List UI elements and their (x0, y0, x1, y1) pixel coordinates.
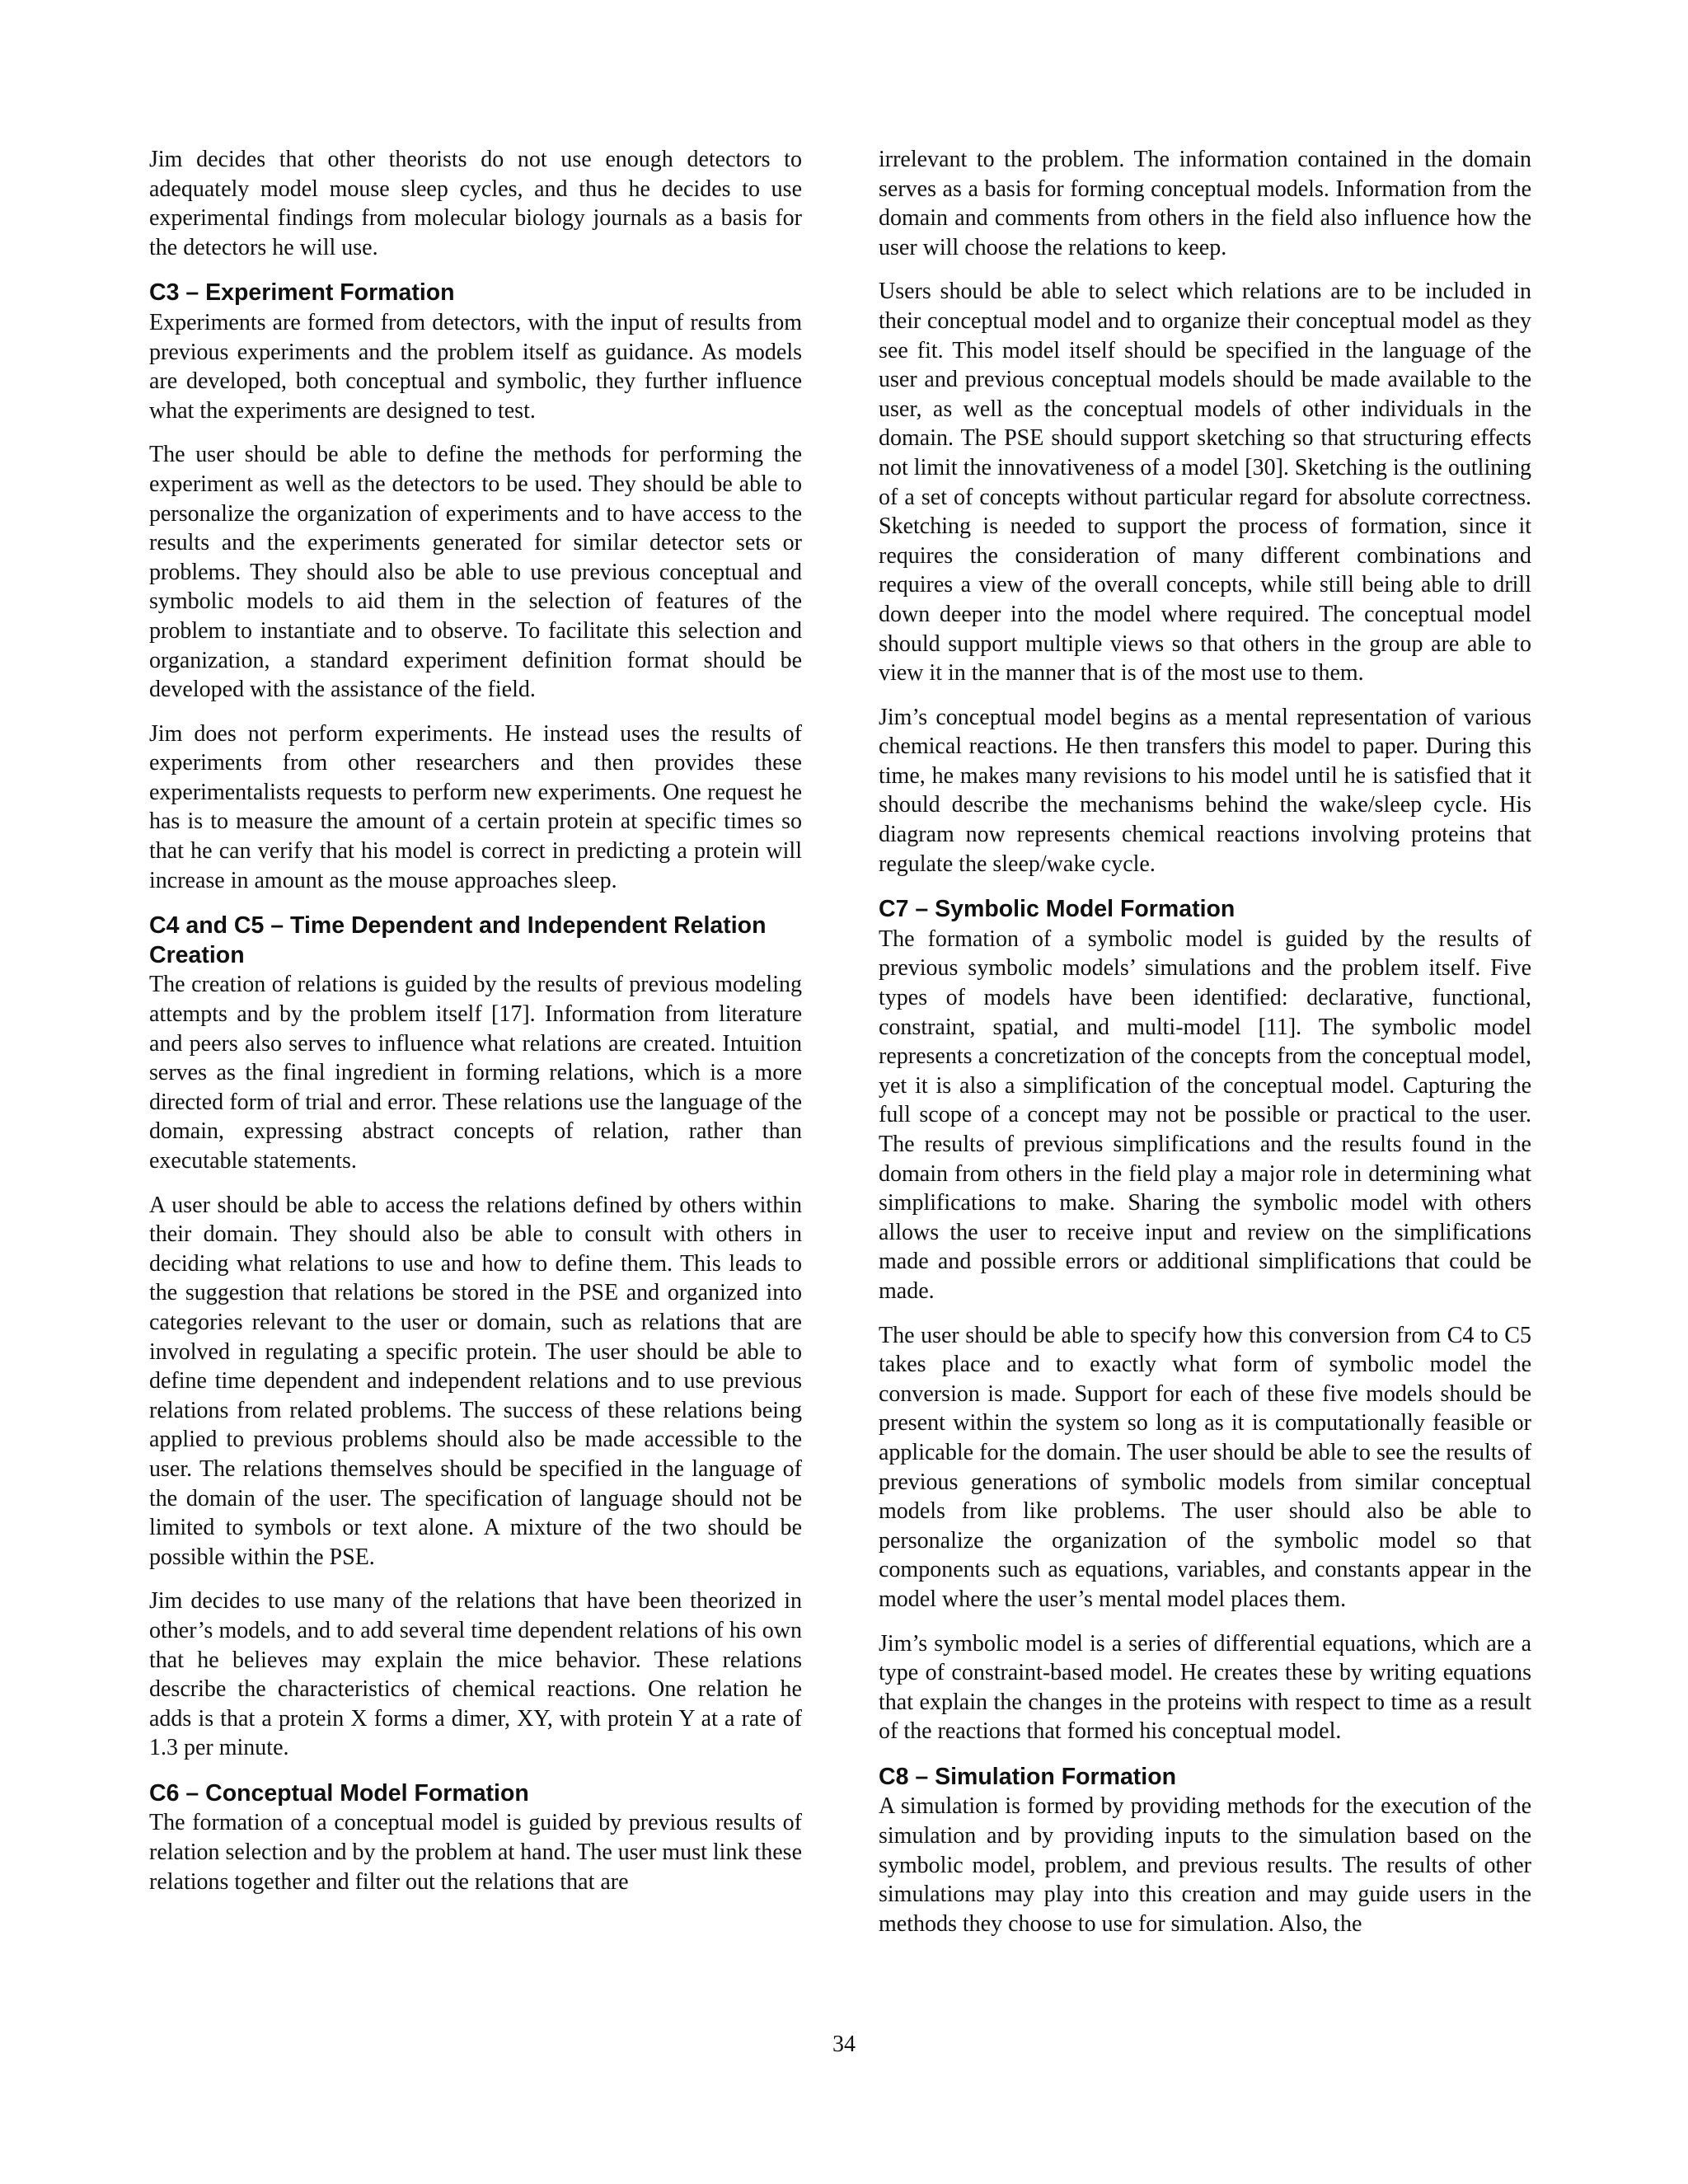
paragraph-c45-intro: The creation of relations is guided by the results of previous modeling attempts and by the problem itself [17]. Information from literature and peers also serves to influence what relations are created. Intuition serves as the final ingredient in forming relations, which is a more directed form of trial and error. These relations use the language of the domain, expressing abstract concepts of relation, rather than executable statements. (149, 972, 802, 1174)
heading-c6-conceptual-model-formation: C6 – Conceptual Model Formation (149, 1779, 529, 1807)
heading-c7-symbolic-model-formation: C7 – Symbolic Model Formation (879, 896, 1236, 923)
paragraph-c6-jim-example: Jim’s conceptual model begins as a mental representation of various chemical reactions. He then transfers this model to paper. During this time, he makes many revisions to his model until he is satisfied that it should describe the mechanisms behind the wake/sleep cycle. His diagram now represents chemical reactions involving proteins that regulate the sleep/wake cycle. (879, 704, 1531, 877)
paragraph-c6-user-requirements: Users should be able to select which relations are to be included in their conceptual model and to organize their conceptual model as they see fit. This model itself should be specified in the language of the user and previous conceptual models should be made available to the user, as well as the conceptual models of other individuals in the domain. The PSE should support sketching so that structuring effects not limit the innovativeness of a model [30]. Sketching is the outlining of a set of concepts without particular regard for absolute correctness. Sketching is needed to support the process of formation, since it requires the consideration of many different combinations and requires a view of the overall concepts, while still being able to drill down deeper into the model where required. The conceptual model should support multiple views so that others in the group are able to view it in the manner that is of the most use to them. (879, 279, 1531, 687)
left-column (149, 145, 802, 1911)
paragraph-c3-user-requirements: The user should be able to define the methods for performing the experiment as well as the detectors to be used. They should be able to personalize the organization of experiments and to have access to the results and the experiments generated for similar detector sets or problems. They should also be able to use previous conceptual and symbolic models to aid them in the selection of features of the problem to instantiate and to observe. To facilitate this selection and organization, a standard experiment definition format should be developed with the assistance of the field. (149, 442, 802, 703)
paragraph-c3-jim-example: Jim does not perform experiments. He instead uses the results of experiments from other researchers and then provides these experimentalists requests to perform new experiments. One request he has is to measure the amount of a certain protein at specific times so that he can verify that his model is correct in predicting a protein will increase in amount as the mouse approaches sleep. (149, 720, 802, 893)
right-column (879, 145, 1531, 1953)
paragraph-c7-intro: The formation of a symbolic model is guided by the results of previous symbolic models’ simulations and the problem itself. Five types of models have been identified: declarative, functional, constraint, spatial, and multi-model [11]. The symbolic model represents a concretization of the concepts from the conceptual model, yet it is also a simplification of the conceptual model. Capturing the full scope of a concept may not be possible or practical to the user. The results of previous simplifications and the results found in the domain from others in the field play a major role in determining what simplifications to make. Sharing the symbolic model with others allows the user to receive input and review on the simplifications made and possible errors or additional simplifications that could be made. (879, 926, 1531, 1304)
heading-c8-simulation-formation: C8 – Simulation Formation (879, 1763, 1177, 1790)
paragraph-c7-user-requirements: The user should be able to specify how this conversion from C4 to C5 takes place and to exactly what form of symbolic model the conversion is made. Support for each of these five models should be present within the system so long as it is computationally feasible or applicable for the domain. The user should be able to see the results of previous generations of symbolic models from similar conceptual models from like problems. The user should also be able to personalize the organization of the symbolic model so that components such as equations, variables, and constants appear in the model where the user’s mental model places them. (879, 1322, 1531, 1612)
heading-c4-c5-relation-creation: C4 and C5 – Time Dependent and Independent Relation Creation (149, 912, 767, 968)
page-number: 34 (832, 2032, 856, 2057)
paragraph-c7-jim-example: Jim’s symbolic model is a series of differential equations, which are a type of constraint-based model. He creates these by writing equations that explain the changes in the proteins with respect to time as a result of the reactions that formed his conceptual model. (879, 1630, 1531, 1745)
paragraph-c8-intro: A simulation is formed by providing methods for the execution of the simulation and by providing inputs to the simulation based on the symbolic model, problem, and previous results. The results of other simulations may play into this creation and may guide users in the methods they choose to use for simulation. Also, the (879, 1793, 1531, 1937)
paragraph-c3-intro: Experiments are formed from detectors, with the input of results from previous experiments and the problem itself as guidance. As models are developed, both conceptual and symbolic, they further influence what the experiments are designed to test. (149, 309, 802, 424)
paragraph-c45-jim-example: Jim decides to use many of the relations that have been theorized in other’s models, and to add several time dependent relations of his own that he believes may explain the mice behavior. These relations describe the characteristics of chemical reactions. One relation he adds is that a protein X forms a dimer, XY, with protein Y at a rate of 1.3 per minute. (149, 1588, 802, 1761)
paragraph-c6-intro: The formation of a conceptual model is guided by previous results of relation selection and by the problem at hand. The user must link these relations together and filter out the relations that are (149, 1810, 802, 1895)
paragraph-c45-user-requirements: A user should be able to access the relations defined by others within their domain. They should also be able to consult with others in deciding what relations to use and how to define them. This leads to the suggestion that relations be stored in the PSE and organized into categories relevant to the user or domain, such as relations that are involved in regulating a specific protein. The user should be able to define time dependent and independent relations and to use previous relations from related problems. The success of these relations being applied to previous problems should also be made accessible to the user. The relations themselves should be specified in the language of the domain of the user. The specification of language should not be limited to symbols or text alone. A mixture of the two should be possible within the PSE. (149, 1192, 802, 1570)
paragraph-jim-detectors: Jim decides that other theorists do not use enough detectors to adequately model mouse sleep cycles, and thus he decides to use experimental findings from molecular biology journals as a basis for the detectors he will use. (149, 147, 802, 260)
paragraph-c6-intro-continued: irrelevant to the problem. The information contained in the domain serves as a basis for forming conceptual models. Information from the domain and comments from others in the field also influence how the user will choose the relations to keep. (879, 147, 1531, 260)
heading-c3-experiment-formation: C3 – Experiment Formation (149, 279, 455, 307)
